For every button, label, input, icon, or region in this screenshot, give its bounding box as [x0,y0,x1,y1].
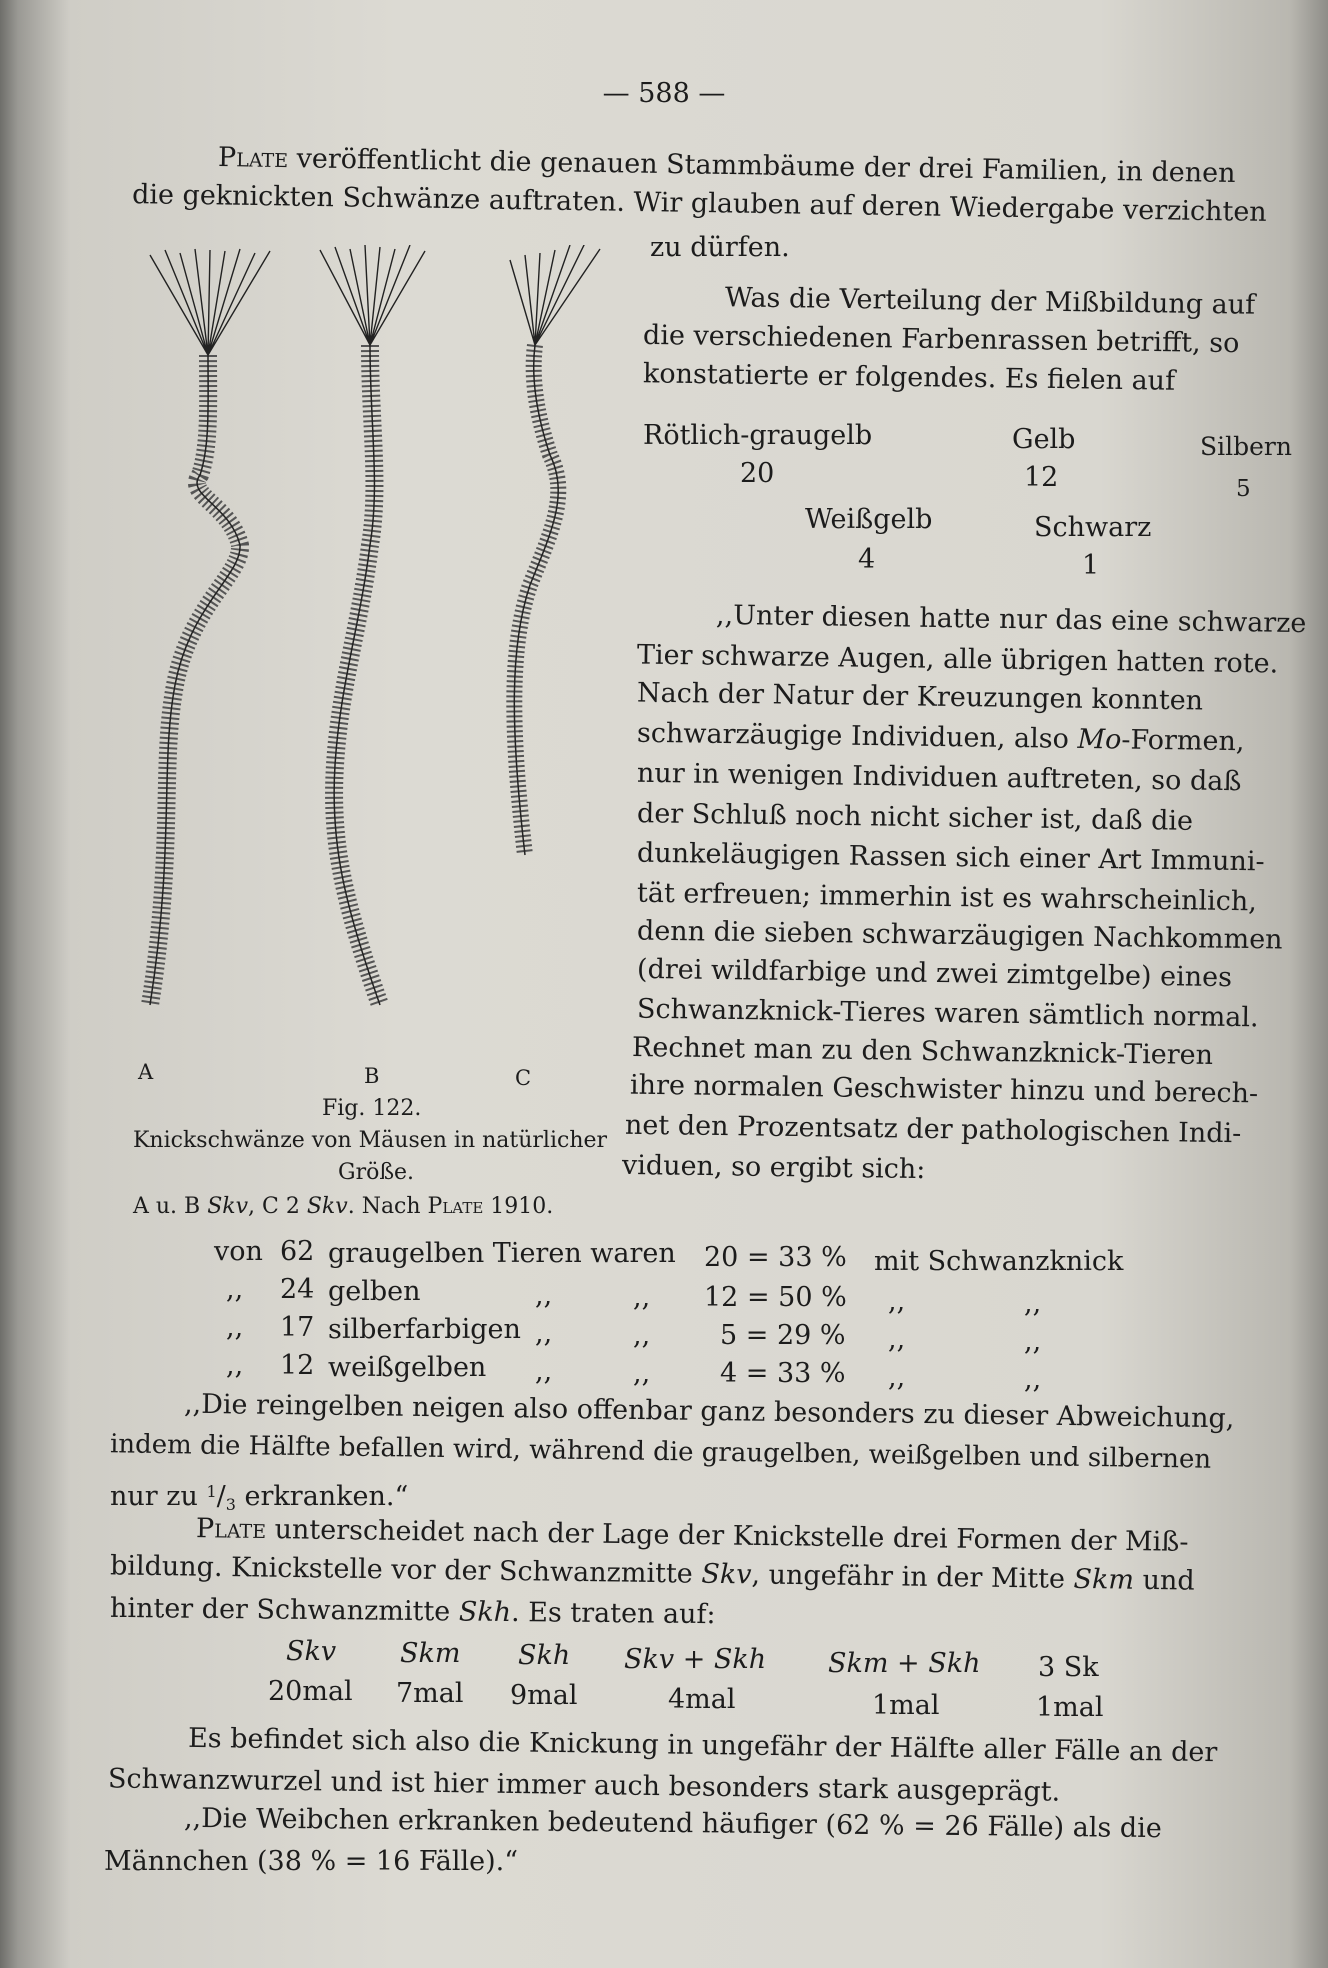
pt-r3-d2: ,, [633,1320,651,1351]
quote-line-14: net den Prozentsatz der pathologischen Indi- [624,1109,1242,1150]
quote-line-4 [637,718,1245,758]
cap3-d: Skv [306,1194,348,1219]
pt-r2-kind: gelben [328,1276,421,1307]
quote-line-15: viduen, so ergibt sich: [621,1149,926,1186]
para4-line-2: Schwanzwurzel und ist hier immer auch besonders stark ausgeprägt. [107,1763,1061,1808]
ft-count-2: 7mal [396,1678,464,1709]
pt-r1-post: mit Schwanzknick [874,1246,1124,1277]
pt-r3-p1: ,, [888,1324,906,1355]
para3-3a: hinter der Schwanzmitte [109,1592,459,1628]
right-line-1: Was die Verteilung der Mißbildung auf [724,282,1256,321]
pt-r2-p1: ,, [888,1286,906,1317]
pt-r4-kind: weißgelben [328,1352,487,1383]
ft-count-3: 9mal [510,1680,578,1711]
quote-line-7: dunkeläugigen Rassen sich einer Art Immuni- [636,837,1265,878]
figure-label-c: C [515,1066,532,1090]
quote-text-4a: schwarzäugige Individuen, also [636,717,1078,755]
pt-r4-d2: ,, [633,1358,651,1389]
pt-r3-p2: ,, [1024,1326,1042,1357]
color-count-5: 1 [1082,550,1100,581]
pt-r2-p2: ,, [1024,1288,1042,1319]
figure-caption-3 [133,1194,553,1219]
quote-line-11: Schwanzknick-Tieres waren sämtlich normal. [636,993,1259,1034]
ft-count-6: 1mal [1036,1692,1104,1723]
pt-r4-d1: ,, [535,1356,553,1387]
pt-r2-d1: ,, [535,1280,553,1311]
cap3-f: Plate [427,1194,484,1219]
pt-r2-eq: 12 = 50 % [704,1282,847,1313]
para2-text-b: erkranken.“ [235,1481,409,1512]
pt-r3-d1: ,, [535,1318,553,1349]
pt-r1-eq: 20 = 33 % [704,1242,847,1273]
pt-r3-n: 17 [280,1312,315,1343]
para3-author: Plate [195,1513,267,1546]
pt-r2-n: 24 [280,1274,315,1305]
pt-r2-d2: ,, [633,1282,651,1313]
cap3-c: , C 2 [248,1194,307,1219]
quote-text-4c: -Formen, [1121,724,1245,758]
quote-line-5: nur in wenigen Individuen auftreten, so daß [636,757,1242,798]
right-line-2: die verschiedenen Farbenrassen betrifft, so [642,319,1240,360]
pt-r1-pre: von [214,1236,263,1267]
pt-r1-n: 62 [280,1236,315,1267]
figure-label-b: B [364,1064,380,1088]
cap3-g: 1910. [483,1194,554,1219]
ft-form-1: Skv [286,1636,337,1667]
ft-form-6: 3 Sk [1038,1652,1099,1683]
quote-line-12: Rechnet man zu den Schwanzknick-Tieren [631,1031,1214,1072]
quote-line-1: ,,Unter diesen hatte nur das eine schwarze [715,599,1307,640]
color-name-3: Silbern [1200,432,1292,461]
para3-3b: Skh [458,1596,512,1629]
figure-caption-2: Größe. [338,1160,415,1185]
quote-line-8: tät erfreuen; immerhin ist es wahrscheinlich, [636,877,1258,918]
para3-2e: und [1133,1564,1195,1597]
cap3-b: Skv [207,1194,249,1219]
para3-line-3 [110,1593,716,1631]
para5-line-2: Männchen (38 % = 16 Fälle).“ [104,1846,519,1877]
para3-3c: . Es traten auf: [510,1597,716,1631]
pt-r4-n: 12 [280,1350,315,1381]
para2-den: 3 [225,1495,236,1514]
para2-line-2: indem die Hälfte befallen wird, während die graugelben, weißgelben und silbernen [109,1429,1212,1475]
page-number: — 588 — [602,78,726,109]
quote-text-4b: Mo [1077,723,1122,756]
para3-2c: , ungefähr in der Mitte [751,1559,1074,1595]
pt-r4-pre: ,, [226,1350,244,1381]
ft-form-3: Skh [518,1640,571,1671]
figure-mouse-tails [130,245,650,1045]
quote-line-2: Tier schwarze Augen, alle übrigen hatten rote. [636,639,1279,680]
pt-r3-kind: silberfarbigen [328,1314,521,1345]
para2-line-1: ,,Die reingelben neigen also offenbar ganz besonders zu dieser Abweichung, [183,1388,1235,1435]
color-name-5: Schwarz [1034,512,1152,543]
color-name-2: Gelb [1012,424,1076,455]
ft-count-4: 4mal [668,1684,736,1715]
ft-form-5: Skm + Skh [828,1648,981,1679]
para3-line-2 [110,1550,1195,1597]
cap3-a: A u. B [133,1194,208,1219]
para3-2a: bildung. Knickstelle vor der Schwanzmitte [109,1550,702,1590]
intro-text-1: veröffentlicht die genauen Stammbäume der drei Familien, in denen [287,143,1236,189]
figure-number: Fig. 122. [322,1096,422,1121]
color-count-3: 5 [1236,476,1251,502]
pt-r3-eq: 5 = 29 % [720,1320,846,1351]
right-line-3: konstatierte er folgendes. Es fielen auf [642,358,1176,397]
intro-line-3: zu dürfen. [650,232,790,263]
para3-2d: Skm [1073,1563,1135,1596]
quote-line-3: Nach der Natur der Kreuzungen konnten [636,677,1204,717]
figure-caption-1: Knickschwänze von Mäusen in natürlicher [133,1128,608,1153]
pt-r3-pre: ,, [226,1312,244,1343]
pt-r4-p2: ,, [1024,1364,1042,1395]
color-count-1: 20 [740,458,775,489]
pt-r4-eq: 4 = 33 % [720,1358,846,1389]
color-count-4: 4 [858,544,876,575]
intro-line-2: die geknickten Schwänze auftraten. Wir glauben auf deren Wiedergabe verzichten [131,179,1267,228]
para2-text-a: nur zu [110,1481,207,1512]
ft-count-5: 1mal [872,1690,940,1721]
para3-2b: Skv [701,1558,752,1591]
para3-line-1 [196,1513,1189,1559]
figure-label-a: A [138,1060,154,1084]
color-count-2: 12 [1024,462,1059,493]
pt-r1-kind: graugelben Tieren waren [328,1238,676,1269]
ft-form-4: Skv + Skh [624,1644,767,1675]
color-name-1: Rötlich-graugelb [643,420,873,451]
author-name: Plate [217,142,289,175]
para3-text-1: unterscheidet nach der Lage der Knickstelle drei Formen der Miß- [265,1514,1189,1558]
para2-num: 1 [206,1482,217,1501]
para4-line-1: Es befindet sich also die Knickung in ungefähr der Hälfte aller Fälle an der [187,1722,1218,1769]
quote-line-9: denn die sieben schwarzäugigen Nachkommen [636,915,1283,956]
cap3-e: . Nach [347,1194,428,1219]
ft-form-2: Skm [400,1638,461,1669]
para5-line-1: ,,Die Weibchen erkranken bedeutend häufiger (62 % = 26 Fälle) als die [183,1802,1162,1845]
quote-line-6: der Schluß noch nicht sicher ist, daß die [636,798,1194,837]
pt-r2-pre: ,, [226,1274,244,1305]
ft-count-1: 20mal [268,1676,353,1707]
quote-line-13: ihre normalen Geschwister hinzu und berech- [629,1069,1259,1110]
color-name-4: Weißgelb [805,504,933,535]
pt-r4-p1: ,, [888,1362,906,1393]
quote-line-10: (drei wildfarbige und zwei zimtgelbe) eines [636,953,1233,994]
para2-slash: / [216,1481,226,1512]
